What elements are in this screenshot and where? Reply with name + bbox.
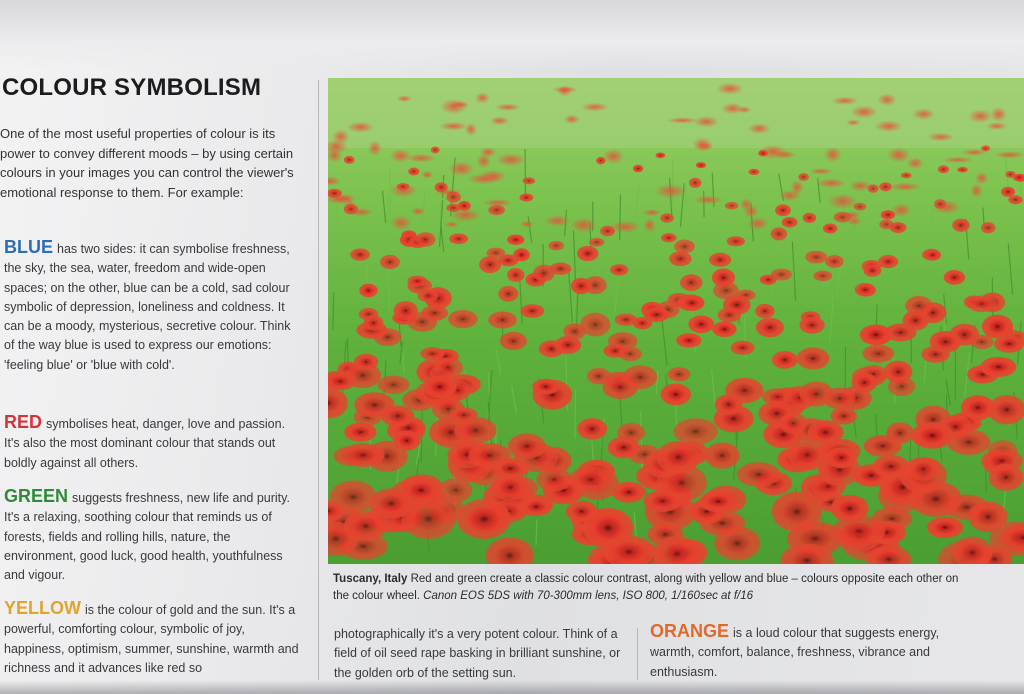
caption-text: Red and green create a classic colour contrast, along with yellow and blue – colours opposite each other on the colour wheel. [333,573,959,602]
page-bottom-shadow [0,680,1024,694]
blue-heading: BLUE [4,237,53,257]
yellow-paragraph [4,599,304,678]
green-text: suggests freshness, new life and purity. It's a relaxing, soothing colour that reminds us of forests, fields and rolling hills, nature, the environment, good luck, good health, youthfulness and vigour. [4,491,290,583]
column-divider-lower [637,628,638,680]
yellow-text: is the colour of gold and the sun. It's a powerful, comforting colour, symbolic of joy, happiness, optimism, summer, sunshine, warmth and richness and it advances like red so [4,603,299,675]
red-text: symbolises heat, danger, love and passion. It's also the most dominant colour that stands out boldly against all others. [4,417,286,470]
photo-caption [333,571,973,604]
blue-text: has two sides: it can symbolise freshness, the sky, the sea, water, freedom and wide-open spaces; on the other, blue can be a cold, sad colour symbolic of depression, loneliness and coldness. It can be a moody, mysterious, secretive colour. Think of the way blue is used to express our emotions: 'feeling blue' or 'blue with cold'. [4,242,291,372]
intro-paragraph: One of the most useful properties of colour is its power to convey different moods – by using certain colours in your images you can control the viewer's emotional response to them. For example: [0,126,294,200]
page-fold-shadow [0,0,1024,70]
orange-text: is a loud colour that suggests energy, warmth, comfort, balance, freshness, vibrance and enthusiasm. [650,626,940,679]
red-heading: RED [4,412,43,432]
green-heading: GREEN [4,486,69,506]
section-title: COLOUR SYMBOLISM [2,74,262,101]
poppy-field-photo [328,78,1024,564]
blue-paragraph [4,238,304,375]
green-paragraph [4,487,304,585]
yellow-heading: YELLOW [4,598,81,618]
orange-heading: ORANGE [650,621,730,641]
column-divider [318,80,319,680]
orange-paragraph [650,622,950,682]
caption-camera-settings: Canon EOS 5DS with 70-300mm lens, ISO 800, 1/160sec at f/16 [423,589,754,602]
red-paragraph [4,413,304,473]
caption-location: Tuscany, Italy [333,573,408,585]
yellow-paragraph-continued: photographically it's a very potent colour. Think of a field of oil seed rape basking in brilliant sunshine, or the golden orb of the setting sun. [334,627,621,680]
